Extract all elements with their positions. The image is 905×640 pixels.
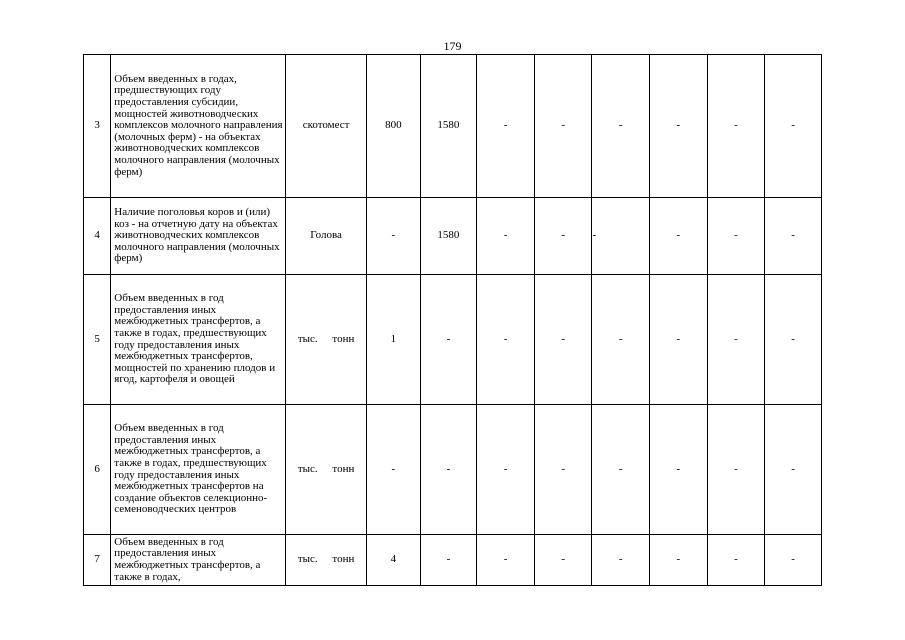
value-cell: - (707, 55, 765, 198)
page-number: 179 (443, 39, 462, 53)
value-cell: - (765, 275, 822, 405)
value-cell: - (420, 275, 477, 405)
value-cell: - (765, 198, 822, 275)
value-cell: - (707, 535, 765, 586)
value-cell: - (534, 55, 592, 198)
indicator-description: Наличие поголовья коров и (или) коз - на отчетную дату на объектах животноводческих комплексов молочного направления (молочных ферм) (111, 198, 286, 275)
table-row (84, 198, 822, 275)
value-cell: - (707, 198, 765, 275)
unit-cell: скотомест (286, 55, 367, 198)
unit-cell: тыс. тонн (286, 535, 367, 586)
value-cell: - (592, 535, 650, 586)
table-row (84, 535, 822, 586)
row-number: 3 (84, 55, 111, 198)
value-cell: - (592, 275, 650, 405)
row-number: 6 (84, 405, 111, 535)
value-cell: - (534, 405, 592, 535)
value-cell: - (420, 535, 477, 586)
value-cell: - (367, 198, 421, 275)
value-cell: - (367, 405, 421, 535)
value-cell: - (477, 535, 535, 586)
value-cell: - (765, 535, 822, 586)
indicator-description: Объем введенных в год предоставления иных межбюджетных трансфертов, а также в годах, предшествующих году предоставления иных межбюджетных трансфертов на создание объектов селекционно-семеноводческих центров (111, 405, 286, 535)
value-cell: 1580 (420, 198, 477, 275)
table-row (84, 55, 822, 198)
table-row (84, 275, 822, 405)
value-cell: - (650, 198, 708, 275)
value-cell: - (650, 55, 708, 198)
table-row (84, 405, 822, 535)
indicator-description: Объем введенных в годах, предшествующих году предоставления субсидии, мощностей животноводческих комплексов молочного направления (молочных ферм) - на объектах животноводческих комплексов молочного направления (молочных ферм) (111, 55, 286, 198)
value-cell: 800 (367, 55, 421, 198)
value-cell: - (534, 275, 592, 405)
value-cell: - (765, 405, 822, 535)
value-cell: - (592, 198, 650, 275)
value-cell: - (650, 275, 708, 405)
value-cell: 1 (367, 275, 421, 405)
unit-cell: тыс. тонн (286, 275, 367, 405)
value-cell: - (707, 405, 765, 535)
value-cell: - (420, 405, 477, 535)
unit-cell: тыс. тонн (286, 405, 367, 535)
value-cell: - (477, 405, 535, 535)
value-cell: - (650, 535, 708, 586)
value-cell: - (477, 275, 535, 405)
value-cell: - (477, 55, 535, 198)
unit-cell: Голова (286, 198, 367, 275)
value-cell: - (534, 198, 592, 275)
indicator-description: Объем введенных в год предоставления иных межбюджетных трансфертов, а также в годах, (111, 535, 286, 586)
indicator-description: Объем введенных в год предоставления иных межбюджетных трансфертов, а также в годах, предшествующих году предоставления иных межбюджетных трансфертов, мощностей по хранению плодов и ягод, картофеля и овощей (111, 275, 286, 405)
value-cell: - (534, 535, 592, 586)
value-cell: - (477, 198, 535, 275)
value-cell: - (707, 275, 765, 405)
row-number: 4 (84, 198, 111, 275)
value-cell: 1580 (420, 55, 477, 198)
row-number: 5 (84, 275, 111, 405)
row-number: 7 (84, 535, 111, 586)
value-cell: - (592, 405, 650, 535)
value-cell: - (765, 55, 822, 198)
indicators-table (83, 54, 822, 586)
value-cell: 4 (367, 535, 421, 586)
value-cell: - (650, 405, 708, 535)
value-cell: - (592, 55, 650, 198)
